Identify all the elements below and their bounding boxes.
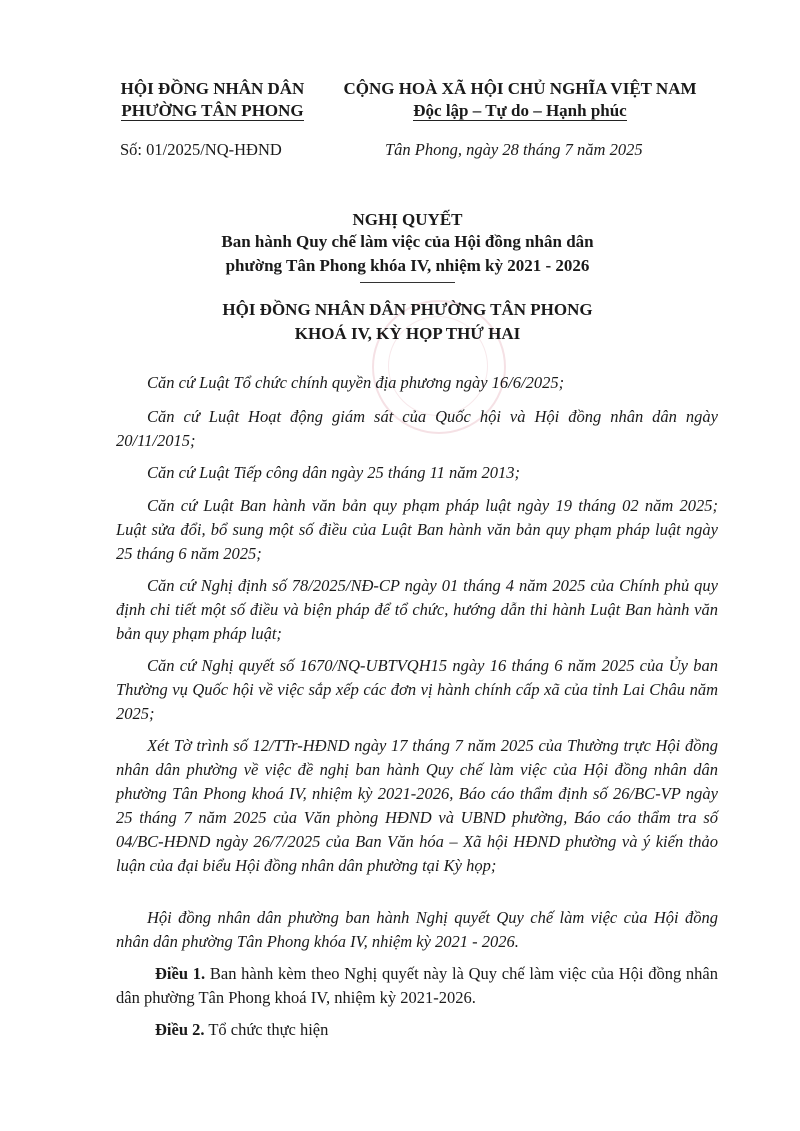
nation-line-1: CỘNG HOÀ XÃ HỘI CHỦ NGHĨA VIỆT NAM [343, 79, 697, 98]
subject-line-1: Ban hành Quy chế làm việc của Hội đồng nhân dân [221, 232, 594, 251]
legal-basis-1: Căn cứ Luật Tổ chức chính quyền địa phương ngày 16/6/2025; [147, 373, 565, 392]
place-date-line: Tân Phong, ngày 28 tháng 7 năm 2025 [385, 140, 643, 159]
consideration-paragraph: Xét Tờ trình số 12/TTr-HĐND ngày 17 tháng 7 năm 2025 của Thường trực Hội đồng nhân dân phường về việc đề nghị ban hành Quy chế làm việc của Hội đồng nhân dân phường Tân Phong khoá IV, nhiệm kỳ 2021-2026, Báo cáo thẩm định số 26/BC-VP ngày 25 tháng 7 năm 2025 của Văn phòng HĐND và UBND phường, Báo cáo thẩm tra số 04/BC-HĐND ngày 26/7/2025 của Ban Văn hóa – Xã hội HĐND phường và ý kiến thảo luận của đại biểu Hội đồng nhân dân phường tại Kỳ họp; [116, 736, 718, 875]
article-2 [116, 1018, 718, 1042]
national-heading [325, 78, 715, 122]
article-1 [116, 962, 718, 1010]
article-2-text: Tổ chức thực hiện [204, 1020, 329, 1039]
article-2-label: Điều 2. [155, 1020, 205, 1039]
org-line-1: HỘI ĐỒNG NHÂN DÂN [120, 79, 305, 98]
legal-basis-5: Căn cứ Nghị định số 78/2025/NĐ-CP ngày 01 tháng 4 năm 2025 của Chính phủ quy định chi tiết một số điều và biện pháp để tổ chức, hướng dẫn thi hành Luật Ban hành văn bản quy phạm pháp luật; [116, 576, 718, 643]
legal-basis-6: Căn cứ Nghị quyết số 1670/NQ-UBTVQH15 ngày 16 tháng 6 năm 2025 của Ủy ban Thường vụ Quốc hội về việc sắp xếp các đơn vị hành chính cấp xã của tỉnh Lai Châu năm 2025; [116, 656, 718, 723]
org-line-2: PHƯỜNG TÂN PHONG [121, 101, 304, 120]
legal-basis-4: Căn cứ Luật Ban hành văn bản quy phạm pháp luật ngày 19 tháng 02 năm 2025; Luật sửa đổi, bổ sung một số điều của Luật Ban hành văn bản quy phạm pháp luật ngày 25 tháng 6 năm 2025; [116, 496, 718, 563]
subject-line-2: phường Tân Phong khóa IV, nhiệm kỳ 2021 - 2026 [225, 256, 590, 275]
resolution-statement: Hội đồng nhân dân phường ban hành Nghị quyết Quy chế làm việc của Hội đồng nhân dân phường Tân Phong khóa IV, nhiệm kỳ 2021 - 2026. [116, 908, 718, 951]
legal-basis-2: Căn cứ Luật Hoạt động giám sát của Quốc hội và Hội đồng nhân dân ngày 20/11/2015; [116, 407, 718, 450]
title-divider [360, 282, 455, 283]
nation-motto: Độc lập – Tự do – Hạnh phúc [413, 101, 627, 120]
issuer-line-2: KHOÁ IV, KỲ HỌP THỨ HAI [294, 324, 521, 343]
document-number: Số: 01/2025/NQ-HĐND [120, 140, 282, 159]
article-1-label: Điều 1. [155, 964, 206, 983]
issuing-organization [100, 78, 325, 122]
document-kind: NGHỊ QUYẾT [352, 210, 463, 229]
article-1-text: Ban hành kèm theo Nghị quyết này là Quy chế làm việc của Hội đồng nhân dân phường Tân Phong khoá IV, nhiệm kỳ 2021-2026. [116, 964, 719, 1007]
issuer-line-1: HỘI ĐỒNG NHÂN DÂN PHƯỜNG TÂN PHONG [222, 300, 593, 319]
legal-basis-3: Căn cứ Luật Tiếp công dân ngày 25 tháng 11 năm 2013; [147, 463, 521, 482]
